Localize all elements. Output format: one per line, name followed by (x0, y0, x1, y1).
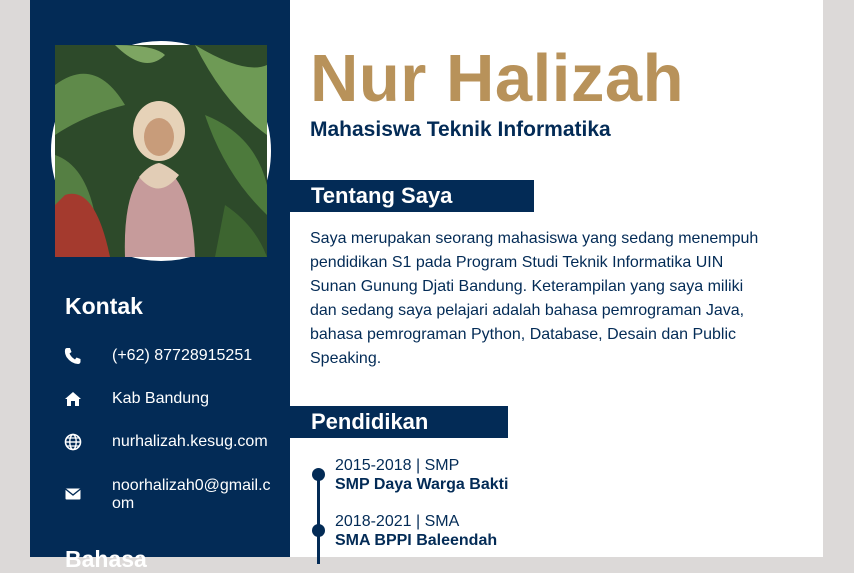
education-heading: Pendidikan (290, 406, 508, 438)
language-heading: Bahasa (65, 546, 147, 572)
contact-phone (64, 347, 274, 365)
profile-photo (51, 41, 271, 261)
contact-email-text[interactable]: noorhalizah0@gmail.com (112, 477, 271, 512)
profile-title: Mahasiswa Teknik Informatika (310, 118, 611, 141)
education-timeline (317, 474, 320, 564)
contact-address (64, 390, 274, 408)
contact-heading: Kontak (65, 293, 143, 319)
contact-address-text: Kab Bandung (112, 390, 209, 407)
profile-name: Nur Halizah (310, 41, 685, 116)
contact-website[interactable] (64, 433, 274, 451)
about-text: Saya merupakan seorang mahasiswa yang sedang menempuh pendidikan S1 pada Program Studi Teknik Informatika UIN Sunan Gunung Djati Bandung. Keterampilan yang saya miliki dan sedang saya pelajari adalah bahasa pemrograman Java, bahasa pemrograman Python, Database, Desain dan Public Speaking. (310, 230, 759, 367)
home-icon (64, 390, 82, 408)
phone-icon (64, 347, 82, 365)
timeline-dot (312, 524, 325, 537)
sidebar (30, 0, 290, 572)
education-period: 2015-2018 | SMP (335, 457, 460, 474)
timeline-dot (312, 468, 325, 481)
resume-page (30, 0, 823, 572)
globe-icon (64, 433, 82, 451)
education-school: SMA BPPI Baleendah (335, 532, 498, 549)
education-school: SMP Daya Warga Bakti (335, 476, 509, 493)
contact-website-text[interactable]: nurhalizah.kesug.com (112, 433, 268, 450)
envelope-icon (64, 485, 82, 503)
about-heading: Tentang Saya (290, 180, 534, 212)
contact-phone-text: (+62) 87728915251 (112, 347, 253, 364)
education-period: 2018-2021 | SMA (335, 513, 460, 530)
contact-email[interactable] (64, 477, 274, 513)
